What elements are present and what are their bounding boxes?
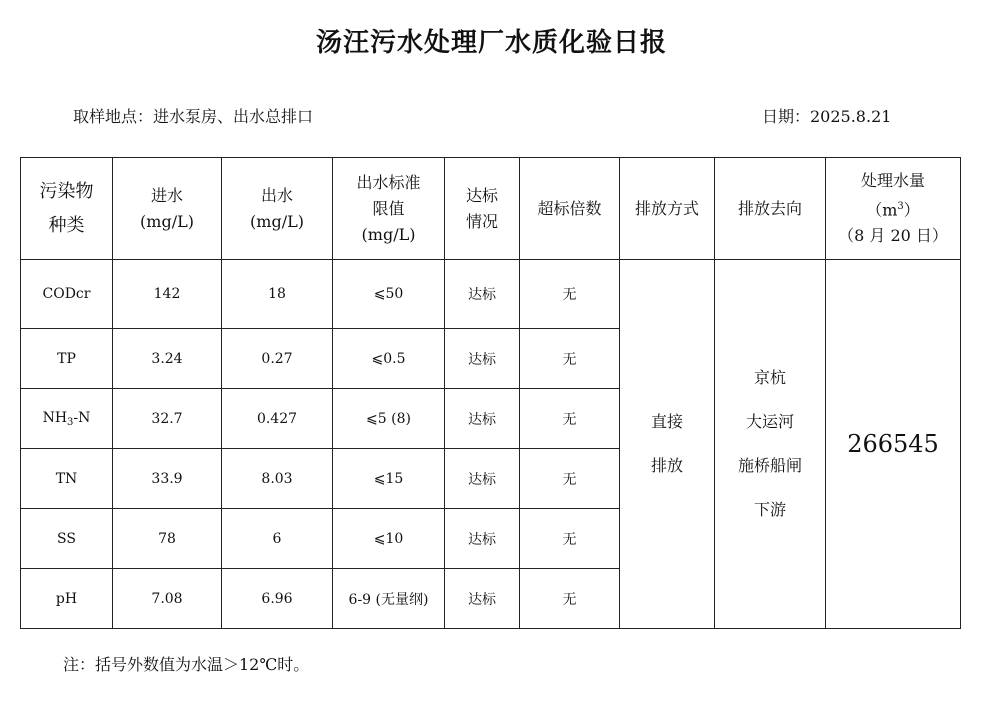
header-volume-date: （8 月 20 日） [838,226,948,246]
discharge-direction-l3: 施桥船闸 [737,456,802,475]
discharge-method-l2: 排放 [650,456,683,475]
effluent-value: 8.03 [222,449,333,509]
header-standard-l2: 限值 [372,198,405,218]
header-effluent-l1: 出水 [260,185,293,205]
footnote: 注：括号外数值为水温＞12℃时。 [63,655,310,674]
compliance-status: 达标 [445,449,520,509]
influent-value: 78 [113,509,222,569]
discharge-direction-cell [715,260,826,629]
treated-volume: 266545 [826,260,961,629]
sampling-location: 取样地点：进水泵房、出水总排口 [73,107,314,126]
standard-limit: ⩽5 (8) [333,389,445,449]
report-title: 汤汪污水处理厂水质化验日报 [315,28,667,58]
influent-value: 32.7 [113,389,222,449]
standard-limit: ⩽50 [333,260,445,329]
report-date: 日期：2025.8.21 [762,107,892,126]
header-pollutant-l2: 种类 [48,214,85,236]
discharge-direction-l2: 大运河 [745,412,794,431]
pollutant-name: SS [21,509,113,569]
discharge-method-l1: 直接 [650,412,683,431]
header-standard-l1: 出水标准 [356,172,421,192]
discharge-direction-l1: 京杭 [753,368,786,387]
discharge-method-cell [620,260,715,629]
effluent-value: 0.427 [222,389,333,449]
header-row [21,158,961,260]
influent-value: 3.24 [113,329,222,389]
header-compliance [445,158,520,260]
pollutant-name: TP [21,329,113,389]
influent-value: 7.08 [113,569,222,629]
header-standard-l3: (mg/L) [361,224,416,244]
discharge-direction-l4: 下游 [753,500,786,519]
exceed-multiple: 无 [520,449,620,509]
compliance-status: 达标 [445,509,520,569]
header-influent [113,158,222,260]
influent-value: 142 [113,260,222,329]
water-quality-table [20,157,961,629]
header-compliance-l1: 达标 [465,185,498,205]
exceed-multiple: 无 [520,329,620,389]
effluent-value: 6 [222,509,333,569]
influent-value: 33.9 [113,449,222,509]
pollutant-name: pH [21,569,113,629]
effluent-value: 0.27 [222,329,333,389]
header-pollutant-l1: 污染物 [39,180,94,202]
effluent-value: 18 [222,260,333,329]
header-influent-l2: (mg/L) [140,211,194,231]
header-pollutant [21,158,113,260]
compliance-status: 达标 [445,569,520,629]
exceed-multiple: 无 [520,569,620,629]
compliance-status: 达标 [445,389,520,449]
header-volume [826,158,961,260]
effluent-value: 6.96 [222,569,333,629]
header-discharge-method: 排放方式 [620,158,715,260]
header-volume-l1: 处理水量 [860,170,925,190]
table-row [21,260,961,329]
exceed-multiple: 无 [520,509,620,569]
header-discharge-direction: 排放去向 [715,158,826,260]
pollutant-name: $NH_3-N$ [21,389,113,449]
compliance-status: 达标 [445,329,520,389]
exceed-multiple: 无 [520,260,620,329]
header-effluent [222,158,333,260]
header-volume-unit: $(m^3)$ [866,200,920,220]
pollutant-name: CODcr [21,260,113,329]
standard-limit: ⩽15 [333,449,445,509]
standard-limit: ⩽10 [333,509,445,569]
pollutant-name: TN [21,449,113,509]
header-exceed: 超标倍数 [520,158,620,260]
header-compliance-l2: 情况 [465,211,498,231]
standard-limit: ⩽0.5 [333,329,445,389]
header-effluent-l2: (mg/L) [250,211,304,231]
compliance-status: 达标 [445,260,520,329]
header-influent-l1: 进水 [150,185,183,205]
header-standard [333,158,445,260]
standard-limit: 6-9 (无量纲) [333,569,445,629]
exceed-multiple: 无 [520,389,620,449]
